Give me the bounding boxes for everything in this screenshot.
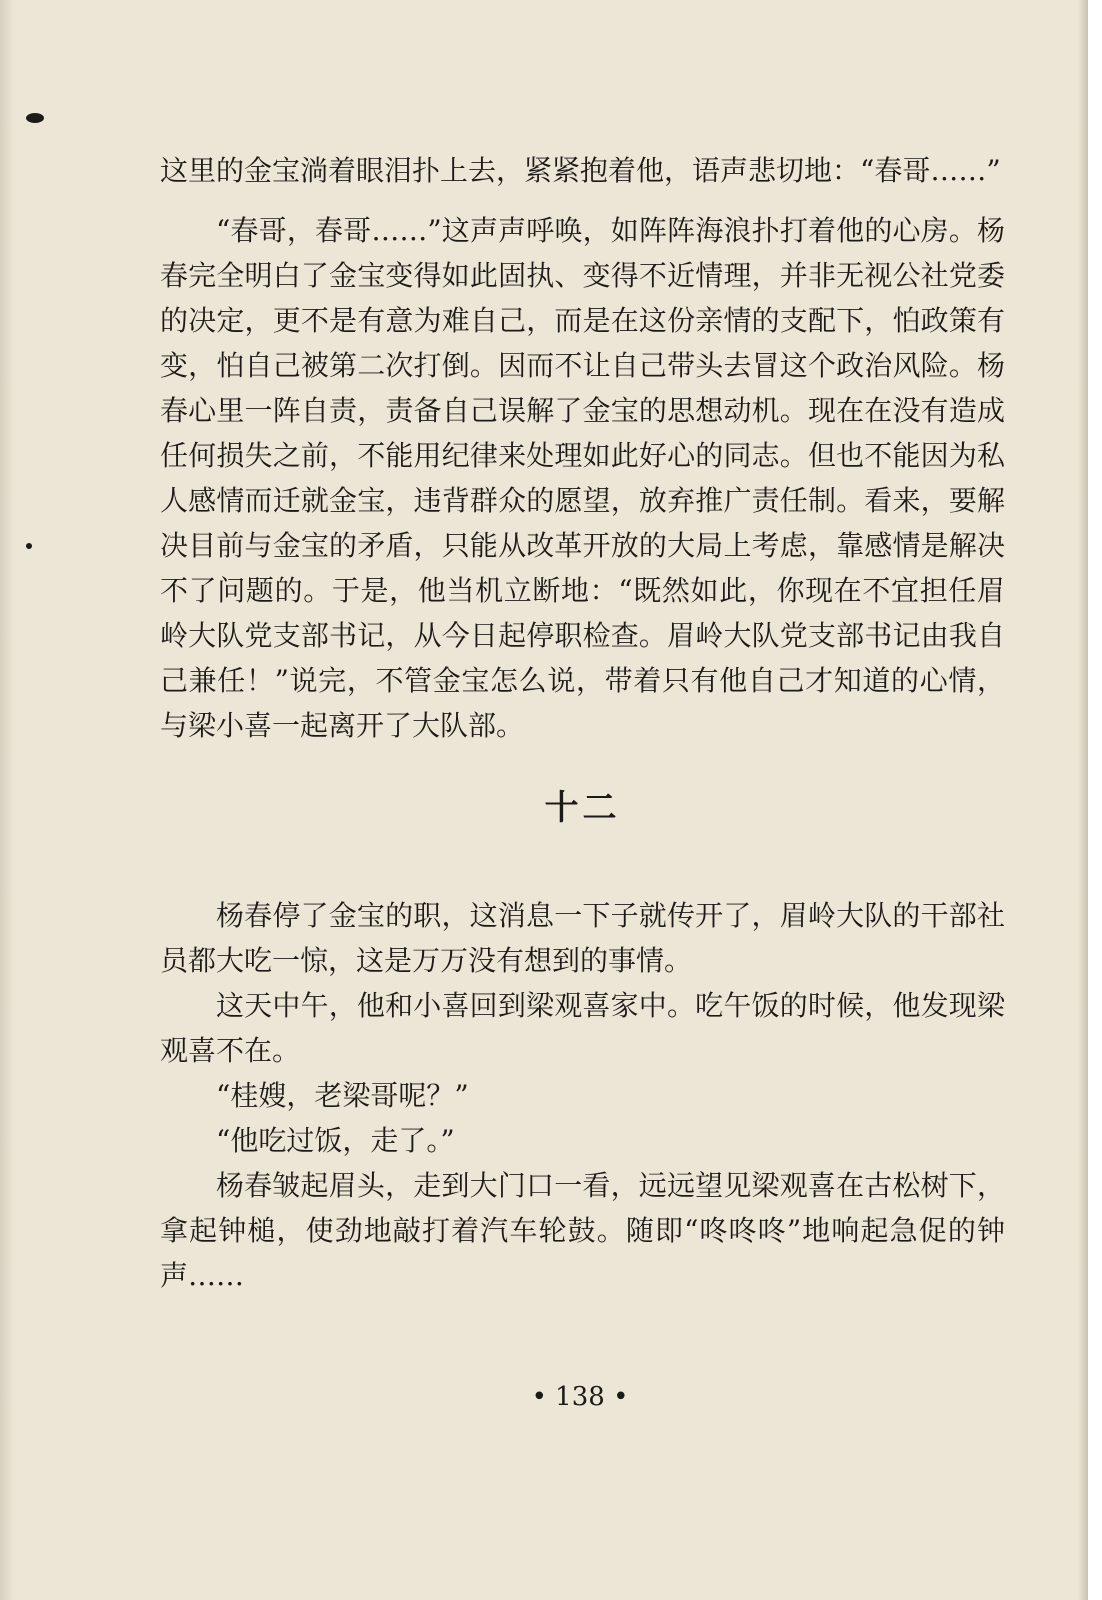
paragraph: 杨春皱起眉头，走到大门口一看，远远望见梁观喜在古松树下，拿起钟槌，使劲地敲打着汽车轮鼓。随即“咚咚咚”地响起急促的钟声……: [160, 1169, 1005, 1292]
dialogue-line: “他吃过饭，走了。”: [216, 1124, 455, 1157]
ink-speck: [26, 113, 44, 123]
paragraph: 这里的金宝淌着眼泪扑上去，紧紧抱着他，语声悲切地：“春哥……”: [160, 154, 1001, 187]
chapter-heading: 十二: [544, 788, 621, 828]
body-text: [160, 148, 1005, 1298]
ink-speck: [26, 543, 32, 549]
spine-shadow: [0, 0, 14, 1600]
paragraph: 这天中午，他和小喜回到梁观喜家中。吃午饭的时候，他发现梁观喜不在。: [160, 989, 1005, 1067]
paragraph: 杨春停了金宝的职，这消息一下子就传开了，眉岭大队的干部社员都大吃一惊，这是万万没有想到的事情。: [160, 899, 1005, 977]
page-number: • 138 •: [531, 1382, 629, 1412]
dialogue-line: “桂嫂，老梁哥呢？”: [216, 1079, 469, 1112]
page-edge-shadow: [1078, 0, 1088, 1600]
paragraph: “春哥，春哥……”这声声呼唤，如阵阵海浪扑打着他的心房。杨春完全明白了金宝变得如此固执、变得不近情理，并非无视公社党委的决定，更不是有意为难自己，而是在这份亲情的支配下，怕政策有变，怕自己被第二次打倒。因而不让自己带头去冒这个政治风险。杨春心里一阵自责，责备自己误解了金宝的思想动机。现在在没有造成任何损失之前，不能用纪律来处理如此好心的同志。但也不能因为私人感情而迁就金宝，违背群众的愿望，放弃推广责任制。看来，要解决目前与金宝的矛盾，只能从改革开放的大局上考虑，靠感情是解决不了问题的。于是，他当机立断地：“既然如此，你现在不宜担任眉岭大队党支部书记，从今日起停职检查。眉岭大队党支部书记由我自己兼任！”说完，不管金宝怎么说，带着只有他自己才知道的心情，与梁小喜一起离开了大队部。: [160, 214, 1005, 742]
